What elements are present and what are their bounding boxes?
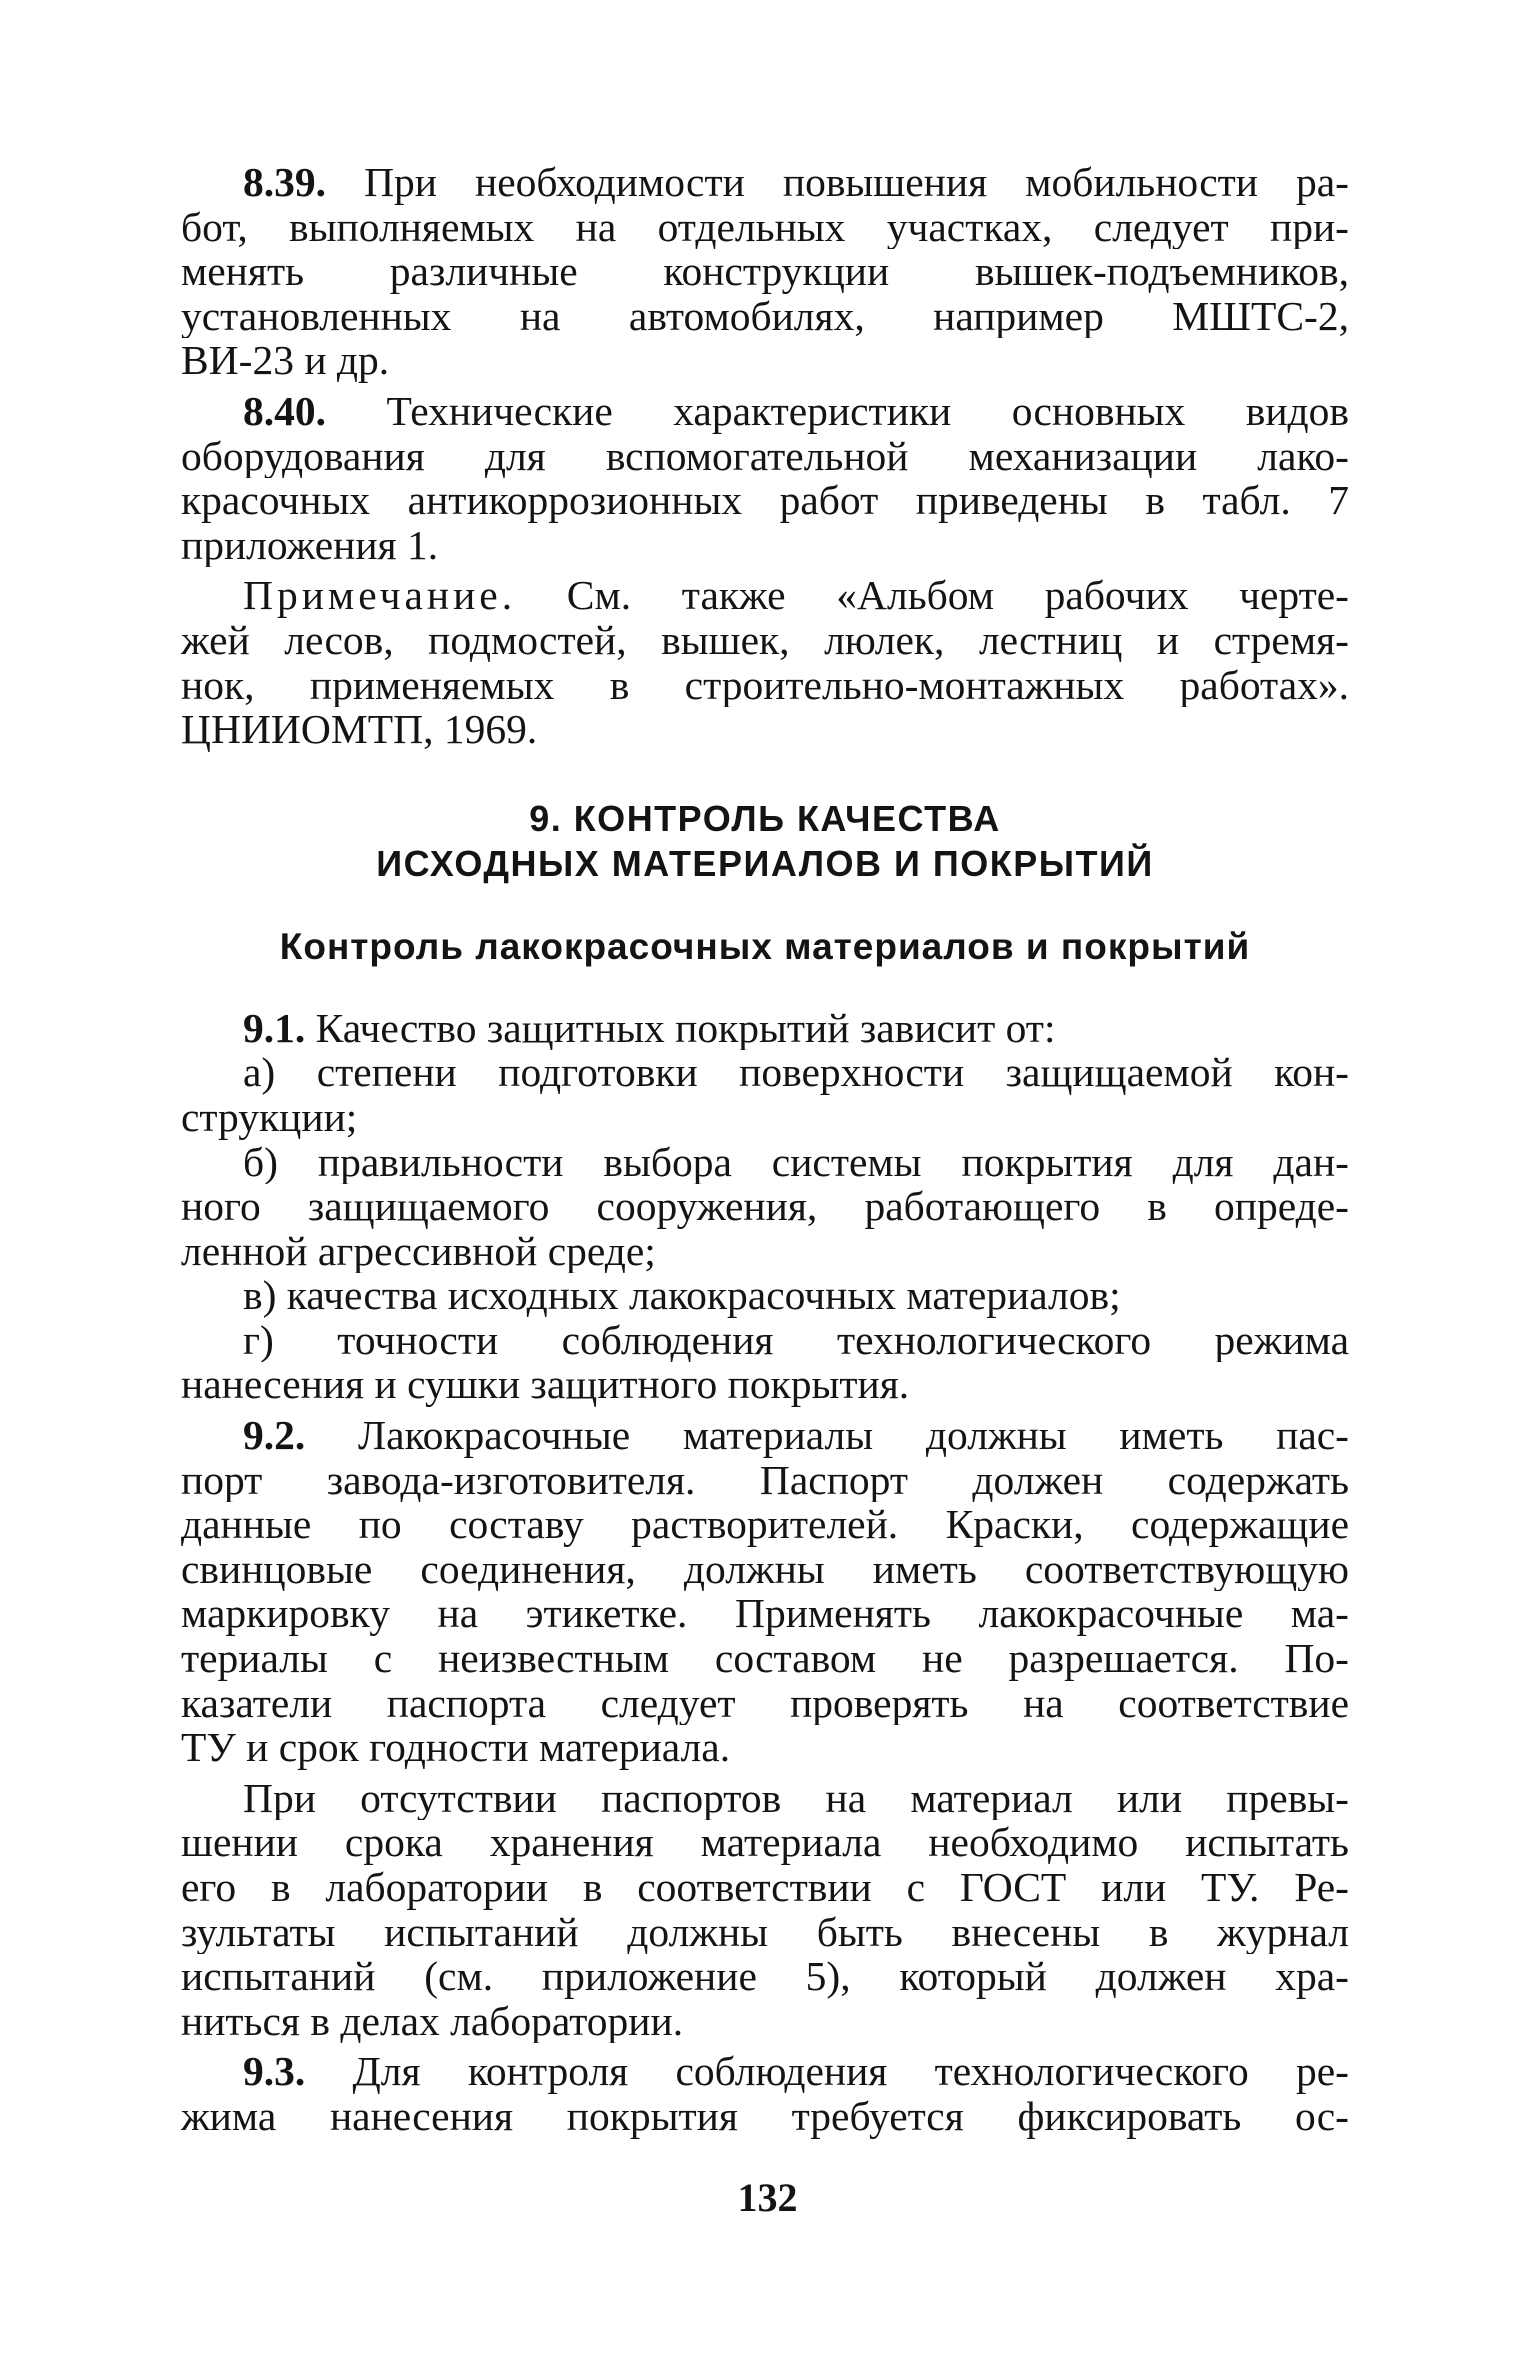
text-fragment: Лакокрасочные материалы должны иметь пас- xyxy=(358,1413,1349,1458)
paragraph-8-39 xyxy=(181,160,1349,383)
text-line xyxy=(181,389,1349,434)
text-line xyxy=(181,573,1349,618)
text-line: оборудования для вспомогательной механизации лако- xyxy=(181,433,1349,479)
text-line: ленной агрессивной среде; xyxy=(181,1228,656,1274)
text-line: ЦНИИОМТП, 1969. xyxy=(181,707,538,752)
text-line: нанесения и сушки защитного покрытия. xyxy=(181,1362,910,1408)
text-fragment: При необходимости повышения мобильности ра- xyxy=(364,160,1349,205)
text-line: жима нанесения покрытия требуется фиксировать ос- xyxy=(181,2093,1349,2139)
list-item xyxy=(181,1318,1349,1407)
text-line: б) правильности выбора системы покрытия для дан- xyxy=(243,1139,1349,1185)
text-line: менять различные конструкции вышек-подъемников, xyxy=(181,249,1349,294)
text-line: ного защищаемого сооружения, работающего в опреде- xyxy=(181,1184,1349,1229)
note xyxy=(181,573,1349,751)
text-line: териалы с неизвестным составом не разрешается. По- xyxy=(181,1636,1349,1681)
page-body xyxy=(181,160,1349,2139)
text-fragment: См. также «Альбом рабочих черте- xyxy=(566,573,1349,618)
heading-line: ИСХОДНЫХ МАТЕРИАЛОВ И ПОКРЫТИЙ xyxy=(376,842,1154,884)
text-line: зультаты испытаний должны быть внесены в журнал xyxy=(181,1909,1349,1955)
text-line: данные по составу растворителей. Краски, содержащие xyxy=(181,1502,1349,1547)
text-line xyxy=(181,1413,1349,1458)
text-fragment: Для контроля соблюдения технологического ре- xyxy=(352,2049,1349,2094)
paragraph-8-40 xyxy=(181,389,1349,567)
list-item xyxy=(181,1140,1349,1274)
paragraph-number: 9.3. xyxy=(243,2049,306,2094)
text-line xyxy=(181,160,1349,205)
subsection-heading: Контроль лакокрасочных материалов и покрытий xyxy=(279,925,1251,967)
text-line: порт завода-изготовителя. Паспорт должен содержать xyxy=(181,1457,1349,1503)
text-line: шении срока хранения материала необходимо испытать xyxy=(181,1820,1349,1865)
paragraph-number: 9.2. xyxy=(243,1413,306,1458)
text-line xyxy=(181,1006,1349,1051)
text-line: ТУ и срок годности материала. xyxy=(181,1725,731,1770)
paragraph-number: 9.1. xyxy=(243,1005,306,1051)
note-label: Примечание. xyxy=(243,573,517,618)
paragraph-9-2 xyxy=(181,1413,1349,1770)
text-line: При отсутствии паспортов на материал или превы- xyxy=(243,1775,1349,1821)
text-line: маркировку на этикетке. Применять лакокрасочные ма- xyxy=(181,1591,1349,1637)
paragraph-number: 8.39. xyxy=(243,160,326,205)
text-fragment: Технические характеристики основных видов xyxy=(386,388,1349,434)
text-line: г) точности соблюдения технологического режима xyxy=(243,1317,1349,1363)
text-line: а) степени подготовки поверхности защищаемой кон- xyxy=(243,1050,1349,1095)
page-number: 132 xyxy=(737,2175,798,2220)
text-line: бот, выполняемых на отдельных участках, следует при- xyxy=(181,204,1349,250)
text-line: красочных антикоррозионных работ приведены в табл. 7 xyxy=(181,478,1349,523)
text-line: установленных на автомобилях, например МШТС-2, xyxy=(181,293,1349,339)
section-heading xyxy=(181,796,1349,886)
list-item xyxy=(181,1050,1349,1139)
text-line: ВИ-23 и др. xyxy=(181,338,390,383)
paragraph-9-1 xyxy=(181,1006,1349,1051)
list-item xyxy=(181,1273,1349,1318)
text-line: жей лесов, подмостей, вышек, люлек, лестниц и стремя- xyxy=(181,617,1349,663)
text-line: его в лаборатории в соответствии с ГОСТ или ТУ. Ре- xyxy=(181,1865,1349,1910)
paragraph-9-3 xyxy=(181,2049,1349,2138)
text-line: испытаний (см. приложение 5), который должен хра- xyxy=(181,1954,1349,1999)
text-line: ниться в делах лаборатории. xyxy=(181,1998,684,2044)
paragraph-number: 8.40. xyxy=(243,388,326,434)
text-fragment: Качество защитных покрытий зависит от: xyxy=(315,1005,1056,1051)
text-line: казатели паспорта следует проверять на соответствие xyxy=(181,1680,1349,1726)
text-line: свинцовые соединения, должны иметь соответствующую xyxy=(181,1546,1349,1592)
text-line: нок, применяемых в строительно-монтажных работах». xyxy=(181,662,1349,708)
heading-line: 9. КОНТРОЛЬ КАЧЕСТВА xyxy=(529,797,1001,839)
text-line: струкции; xyxy=(181,1094,358,1140)
text-line: приложения 1. xyxy=(181,522,439,568)
text-line: в) качества исходных лакокрасочных материалов; xyxy=(243,1273,1121,1318)
paragraph-9-2-continued xyxy=(181,1776,1349,2044)
text-line xyxy=(181,2049,1349,2094)
